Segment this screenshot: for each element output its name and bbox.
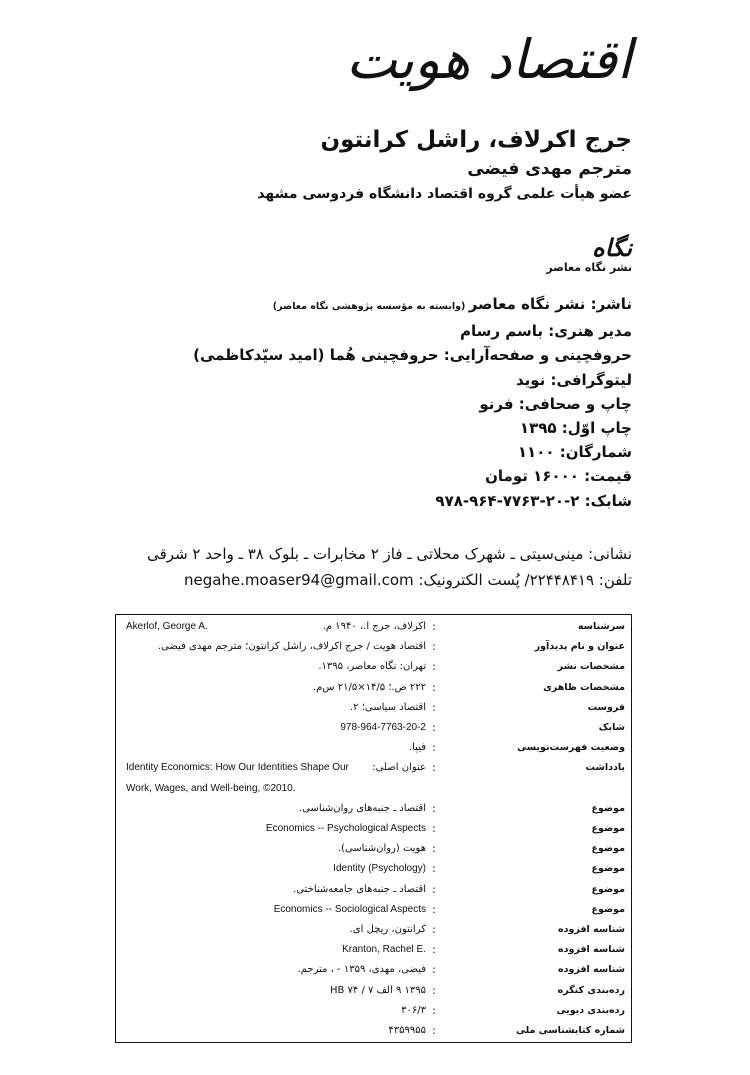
- publication-info-line: [32, 292, 632, 319]
- info-label: شابک:: [579, 491, 632, 510]
- cip-colon: :: [432, 943, 436, 957]
- cip-label: وضعیت فهرست‌نویسی: [517, 742, 625, 754]
- info-value: حروفچینی هُما (امید سیّدکاظمی): [193, 346, 439, 365]
- cip-colon: :: [432, 801, 436, 815]
- cip-row: [116, 981, 631, 1001]
- info-label: مدیر هنری:: [543, 322, 632, 341]
- cip-colon: :: [432, 741, 436, 755]
- cip-value: ۳۰۶/۳: [401, 1004, 426, 1016]
- info-label: شمارگان:: [554, 443, 632, 462]
- cip-colon: :: [432, 983, 436, 997]
- publication-info-line: [32, 416, 632, 440]
- cip-colon: :: [432, 1003, 436, 1017]
- info-label: قیمت:: [578, 467, 632, 486]
- cip-row: [116, 678, 631, 698]
- cip-label: رده‌بندی کنگره: [557, 984, 625, 996]
- cip-colon: :: [432, 963, 436, 977]
- cip-row: [116, 799, 631, 819]
- email-address[interactable]: negahe.moaser94@gmail.com: [183, 571, 414, 589]
- cip-row: [116, 637, 631, 657]
- cip-value: تهران: نگاه معاصر، ۱۳۹۵.: [318, 661, 426, 673]
- cip-value: اقتصاد هویت / جرج اکرلاف، راشل کرانتون؛ مترجم مهدی فیضی.: [157, 641, 426, 653]
- cataloging-in-publication-box: [115, 614, 632, 1043]
- cip-row: [116, 839, 631, 859]
- cip-colon: :: [432, 721, 436, 734]
- cip-label: موضوع: [591, 843, 625, 855]
- cip-colon: :: [432, 761, 436, 775]
- cip-value-latin: Economics -- Sociological Aspects: [273, 903, 426, 915]
- cip-label: موضوع: [591, 823, 625, 834]
- cip-row: [116, 859, 631, 879]
- info-label: لیتوگرافی:: [545, 370, 632, 389]
- cip-label: مشخصات ظاهری: [543, 681, 625, 693]
- cip-row: [116, 1001, 631, 1021]
- cip-value: فیپا.: [408, 742, 426, 754]
- cip-colon: :: [432, 1024, 436, 1037]
- cip-value-latin: Akerlof, George A.: [126, 621, 208, 632]
- phone-label: تلفن: ۲۲۴۴۸۴۱۹/ پُست الکترونیک:: [418, 571, 632, 589]
- cip-value-latin: Economics -- Psychological Aspects: [265, 823, 426, 834]
- publisher-logo-mark: نگاه: [592, 233, 632, 262]
- cip-row: [116, 758, 631, 778]
- cip-value: هویت (روان‌شناسی).: [337, 843, 426, 855]
- cip-row: [116, 698, 631, 718]
- cip-label: یادداشت: [585, 762, 625, 774]
- cip-label: موضوع: [591, 802, 625, 814]
- cip-value: اقتصاد سیاسی؛ ۲.: [349, 701, 426, 713]
- publication-info-line: [32, 440, 632, 464]
- info-label: ناشر:: [585, 295, 632, 313]
- cip-row: [116, 1021, 631, 1041]
- info-note: (وابسته به مؤسسه پژوهشی نگاه معاصر): [272, 301, 469, 312]
- info-value: باسم رسام: [460, 322, 544, 341]
- cip-colon: :: [432, 640, 436, 654]
- cip-colon: :: [432, 700, 436, 714]
- info-value: ۲-۲۰-۷۷۶۳-۹۶۴-۹۷۸: [435, 491, 580, 510]
- cip-colon: :: [432, 822, 436, 835]
- cip-row: [116, 900, 631, 920]
- cip-label: شناسه افزوده: [558, 924, 625, 935]
- cip-label: شماره کتابشناسی ملی: [516, 1025, 625, 1036]
- cip-value: فیضی، مهدی، ۱۳۵۹ - ، مترجم.: [297, 964, 426, 976]
- book-translator: مترجم مهدی فیضی: [467, 159, 632, 179]
- cip-colon: :: [432, 620, 436, 633]
- info-value: ۱۳۹۵: [519, 419, 557, 438]
- cip-colon: :: [432, 923, 436, 936]
- cip-label: مشخصات نشر: [557, 661, 625, 673]
- cip-value-latin: Kranton, Rachel E.: [342, 944, 426, 956]
- cip-row: [116, 718, 631, 738]
- cip-label: موضوع: [591, 863, 625, 875]
- cip-label: شناسه افزوده: [558, 944, 625, 956]
- cip-row: [116, 738, 631, 758]
- publisher-phone-email: [12, 568, 632, 593]
- translator-affiliation: عضو هیأت علمی گروه اقتصاد دانشگاه فردوسی مشهد: [257, 186, 632, 202]
- cip-row: [116, 880, 631, 900]
- cip-colon: :: [432, 660, 436, 674]
- cip-row: [116, 819, 631, 839]
- cip-value: ۲۲۲ ص.؛ ۱۴/۵×۲۱/۵ س‌م.: [312, 681, 426, 693]
- cip-value: عنوان اصلی:: [372, 762, 426, 774]
- cip-label: موضوع: [591, 903, 625, 915]
- cip-value: اقتصاد ـ جنبه‌های روان‌شناسی.: [298, 802, 426, 814]
- cip-value: کرانتون، ریچل ای.: [349, 924, 426, 935]
- book-authors: جرج اکرلاف، راشل کرانتون: [320, 127, 632, 153]
- publication-info-line: [32, 464, 632, 488]
- cip-row: [116, 920, 631, 940]
- cip-row: [116, 657, 631, 677]
- cip-value: ۱۳۹۵ ۹ الف ۷ / HB ۷۴: [329, 984, 426, 996]
- cip-value-latin: Identity (Psychology): [333, 863, 426, 875]
- cip-label: رده‌بندی دیویی: [556, 1004, 625, 1016]
- publication-info-line: [32, 343, 632, 367]
- info-value: ۱۱۰۰: [517, 443, 555, 462]
- cip-value-latin: Identity Economics: How Our Identities Shape Our: [126, 762, 349, 774]
- cip-label: سرشناسه: [577, 621, 625, 632]
- info-value: نشر نگاه معاصر: [468, 295, 586, 313]
- cip-row: [116, 779, 631, 799]
- publication-info-line: [32, 319, 632, 343]
- publication-info-line: [32, 392, 632, 416]
- cip-value: اقتصاد ـ جنبه‌های جامعه‌شناختی.: [293, 883, 426, 895]
- cip-label: عنوان و نام پدیدآور: [534, 641, 625, 653]
- info-label: چاپ اوّل:: [556, 419, 632, 438]
- info-value: ۱۶۰۰۰ تومان: [485, 467, 579, 486]
- cip-colon: :: [432, 842, 436, 856]
- cip-row: [116, 617, 631, 637]
- cip-colon: :: [432, 882, 436, 896]
- info-value: نوید: [515, 370, 546, 389]
- info-label: حروفچینی و صفحه‌آرایی:: [438, 346, 632, 365]
- cip-row: [116, 940, 631, 960]
- info-label: چاپ و صحافی:: [513, 394, 632, 413]
- publisher-logo-caption: نشر نگاه معاصر: [546, 261, 632, 274]
- cip-colon: :: [432, 680, 436, 694]
- cip-value-latin: 978-964-7763-20-2: [340, 722, 426, 733]
- info-value: فرنو: [479, 394, 514, 413]
- cip-colon: :: [432, 862, 436, 876]
- cip-label: شناسه افزوده: [558, 964, 625, 976]
- cip-value-latin: Work, Wages, and Well-being, ©2010.: [126, 782, 296, 794]
- cip-value: ۴۳۵۹۹۵۵: [388, 1025, 426, 1036]
- cip-colon: :: [432, 902, 436, 916]
- publication-info-line: [32, 489, 632, 513]
- cip-row: [116, 960, 631, 980]
- cip-value: اکرلاف، جرج ا.، ۱۹۴۰ م.: [322, 621, 426, 632]
- cip-label: شابک: [598, 722, 625, 733]
- publication-info: [32, 292, 632, 513]
- cip-label: فروست: [587, 701, 625, 713]
- publisher-logo: [522, 233, 632, 275]
- publisher-address: نشانی: مینی‌سیتی ـ شهرک محلاتی ـ فاز ۲ مخابرات ـ بلوک ۳۸ ـ واحد ۲ شرقی: [147, 545, 632, 563]
- publication-info-line: [32, 368, 632, 392]
- cip-label: موضوع: [591, 883, 625, 895]
- book-title: اقتصاد هویت: [345, 28, 632, 91]
